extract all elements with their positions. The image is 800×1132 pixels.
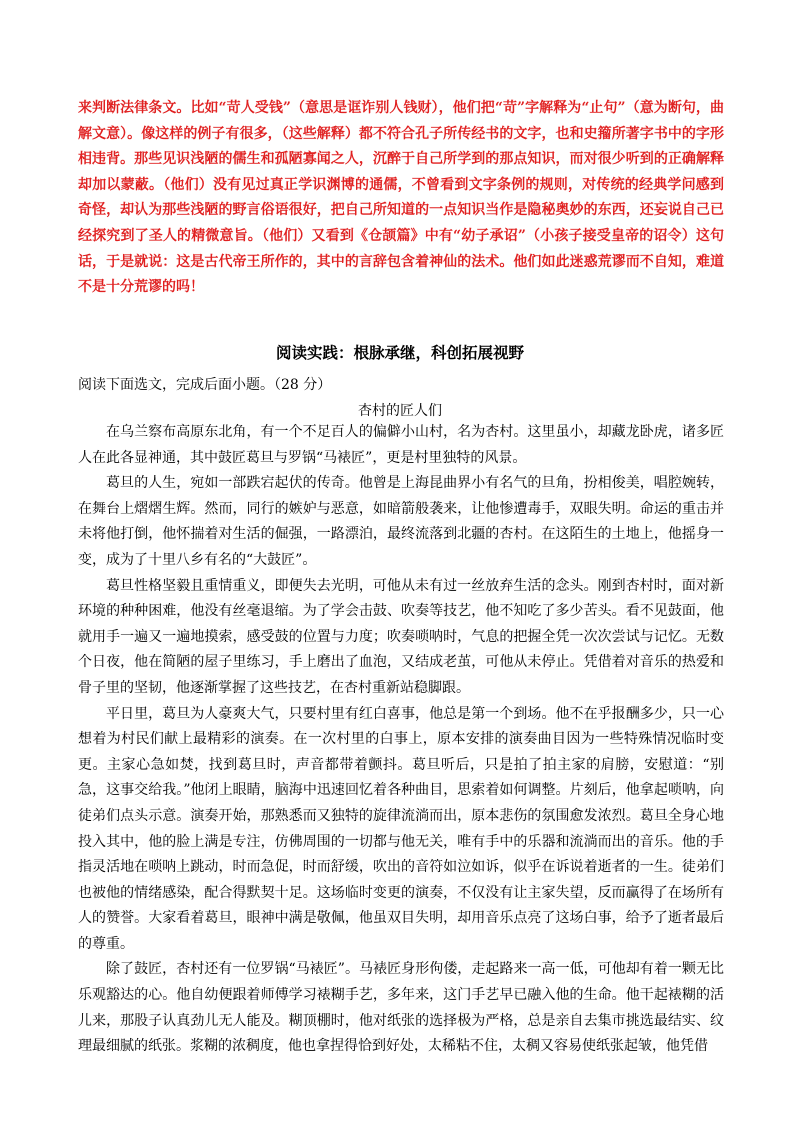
reading-instruction: 阅读下面选文，完成后面小题。（28 分）: [78, 377, 332, 393]
translation-passage: 来判断法律条文。比如“苛人受钱”（意思是诓诈别人钱财），他们把“苛”字解释为“止句”（意为断句，曲解文意）。像这样的例子有很多，（这些解释）都不符合孔子所传经书的文字，也和史籀所著字书中的字形相违背。那些见识浅陋的儒生和孤陋寡闻之人，沉醉于自己所学到的那点知识，而对很少听到的正确解释却加以蒙蔽。（他们）没有见过真正学识渊博的通儒，不曾看到文字条例的规则，对传统的经典学问感到奇怪，却认为那些浅陋的野言俗语很好，把自己所知道的一点知识当作是隐秘奥妙的东西，还妄说自己已经探究到了圣人的精微意旨。（他们）又看到《仓颉篇》中有“幼子承诏”（小孩子接受皇帝的诏令）这句话，于是就说：这是古代帝王所作的，其中的言辞包含着神仙的法术。他们如此迷惑荒谬而不自知，难道不是十分荒谬的吗！: [78, 100, 724, 296]
article-title: 杏村的匠人们: [358, 403, 442, 419]
paragraph: 除了鼓匠，杏村还有一位罗锅“马裱匠”。马裱匠身形佝偻，走起路来一高一低，可他却有着一颗无比乐观豁达的心。他自幼便跟着师傅学习裱糊手艺，多年来，这门手艺早已融入他的生命。他干起裱糊的活儿来，那股子认真劲儿无人能及。糊顶棚时，他对纸张的选择极为严格，总是亲自去集市挑选最结实、纹理最细腻的纸张。浆糊的浓稠度，他也拿捏得恰到好处，太稀粘不住，太稠又容易使纸张起皱，他凭借: [78, 961, 724, 1055]
article-body: [78, 420, 724, 1060]
paragraph: 葛旦的人生，宛如一部跌宕起伏的传奇。他曾是上海昆曲界小有名气的旦角，扮相俊美，唱腔婉转，在舞台上熠熠生辉。然而，同行的嫉妒与恶意，如暗箭般袭来，让他惨遭毒手，双眼失明。命运的重击并未将他打倒，他怀揣着对生活的倔强，一路漂泊，最终流落到北疆的杏村。在这陌生的土地上，他摇身一变，成为了十里八乡有名的“大鼓匠”。: [78, 475, 724, 568]
section-title: 阅读实践：根脉承继，科创拓展视野: [275, 344, 524, 362]
paragraph: 在乌兰察布高原东北角，有一个不足百人的偏僻小山村，名为杏村。这里虽小，却藏龙卧虎，诸多匠人在此各显神通，其中鼓匠葛旦与罗锅“马裱匠”，更是村里独特的风景。: [78, 424, 724, 466]
paragraph: 平日里，葛旦为人豪爽大气，只要村里有红白喜事，他总是第一个到场。他不在乎报酬多少，只一心想着为村民们献上最精彩的演奏。在一次村里的白事上，原本安排的演奏曲目因为一些特殊情况临时变更。主家心急如焚，找到葛旦时，声音都带着颤抖。葛旦听后，只是拍了拍主家的肩膀，安慰道：“别急，这事交给我。”他闭上眼睛，脑海中迅速回忆着各种曲目，思索着如何调整。片刻后，他拿起唢呐，向徒弟们点头示意。演奏开始，那熟悉而又独特的旋律流淌而出，原本悲伤的氛围愈发浓烈。葛旦全身心地投入其中，他的脸上满是专注，仿佛周围的一切都与他无关，唯有手中的乐器和流淌而出的音乐。他的手指灵活地在唢呐上跳动，时而急促，时而舒缓，吹出的音符如泣如诉，似乎在诉说着逝者的一生。徒弟们也被他的情绪感染，配合得默契十足。这场临时变更的演奏，不仅没有让主家失望，反而赢得了在场所有人的赞誉。大家看着葛旦，眼神中满是敬佩，他虽双目失明，却用音乐点亮了这场白事，给予了逝者最后的尊重。: [78, 705, 724, 952]
paragraph: 葛旦性格坚毅且重情重义，即便失去光明，可他从未有过一丝放弃生活的念头。刚到杏村时，面对新环境的种种困难，他没有丝毫退缩。为了学会击鼓、吹奏等技艺，他不知吃了多少苦头。看不见鼓面，他就用手一遍又一遍地摸索，感受鼓的位置与力度；吹奏唢呐时，气息的把握全凭一次次尝试与记忆。无数个日夜，他在简陋的屋子里练习，手上磨出了血泡，又结成老茧，可他从未停止。凭借着对音乐的热爱和骨子里的坚韧，他逐渐掌握了这些技艺，在杏村重新站稳脚跟。: [78, 577, 724, 696]
